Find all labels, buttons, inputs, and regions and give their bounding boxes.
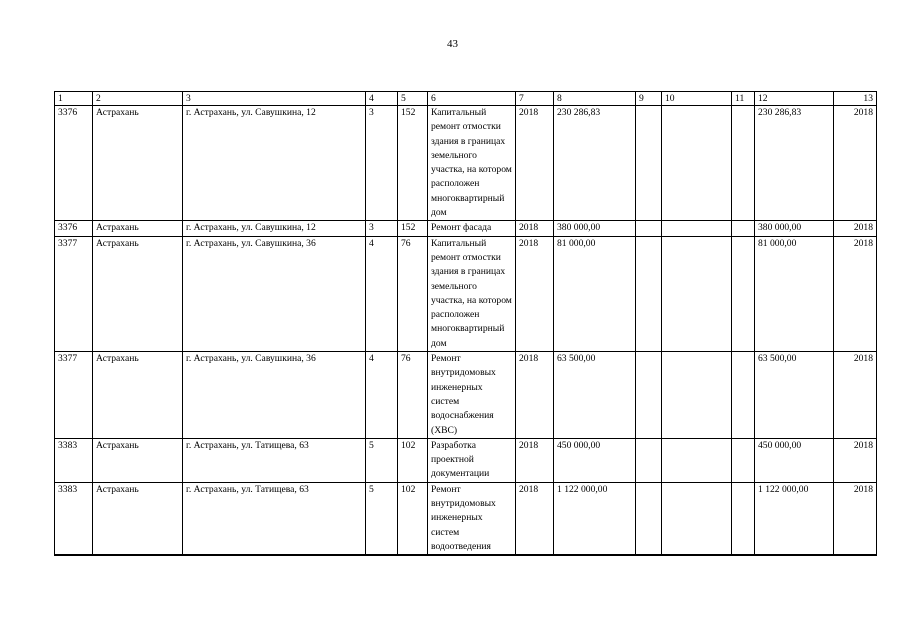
table-cell-col-12: 450 000,00 [755,438,834,482]
table-cell-col-3: г. Астрахань, ул. Савушкина, 36 [183,236,366,351]
table-cell-col-9 [636,352,662,439]
table-cell-col-8: 1 122 000,00 [554,482,636,555]
column-number-cell: 4 [366,92,398,106]
table-cell-col-5: 152 [398,221,428,236]
table-cell-col-1: 3376 [55,106,93,221]
column-number-cell: 3 [183,92,366,106]
column-number-cell: 10 [662,92,732,106]
table-cell-col-9 [636,438,662,482]
column-number-cell: 12 [755,92,834,106]
table-cell-col-13: 2018 [834,106,877,221]
table-cell-col-7: 2018 [516,482,554,555]
table-cell-col-8: 63 500,00 [554,352,636,439]
column-number-cell: 13 [834,92,877,106]
table-cell-col-13: 2018 [834,236,877,351]
table-cell-col-5: 76 [398,236,428,351]
column-number-cell: 2 [93,92,183,106]
table-cell-col-2: Астрахань [93,438,183,482]
table-cell-col-6: Разработка проектной документации [428,438,516,482]
table-cell-col-1: 3377 [55,352,93,439]
column-number-row [55,92,877,106]
table-cell-col-6: Ремонт внутридомовых инженерных систем водоотведения [428,482,516,555]
table-cell-col-8: 230 286,83 [554,106,636,221]
table-cell-col-4: 4 [366,352,398,439]
table-cell-col-1: 3383 [55,438,93,482]
table-cell-col-7: 2018 [516,106,554,221]
table-cell-col-3: г. Астрахань, ул. Татищева, 63 [183,438,366,482]
table-cell-col-12: 1 122 000,00 [755,482,834,555]
table-cell-col-11 [732,438,755,482]
table-cell-col-4: 3 [366,106,398,221]
table-cell-col-10 [662,482,732,555]
table-cell-col-8: 380 000,00 [554,221,636,236]
column-number-cell: 11 [732,92,755,106]
table-cell-col-2: Астрахань [93,106,183,221]
table-row [55,236,877,351]
table-cell-col-5: 152 [398,106,428,221]
table-cell-col-3: г. Астрахань, ул. Савушкина, 12 [183,106,366,221]
table-cell-col-5: 102 [398,438,428,482]
table-row [55,438,877,482]
table-cell-col-12: 81 000,00 [755,236,834,351]
table-cell-col-10 [662,221,732,236]
table-cell-col-12: 230 286,83 [755,106,834,221]
table-cell-col-3: г. Астрахань, ул. Савушкина, 12 [183,221,366,236]
table-cell-col-6: Капитальный ремонт отмостки здания в границах земельного участка, на котором расположен многоквартирный дом [428,236,516,351]
table-cell-col-10 [662,352,732,439]
table-cell-col-2: Астрахань [93,221,183,236]
table-cell-col-2: Астрахань [93,482,183,555]
table-body [55,92,877,556]
table-cell-col-11 [732,352,755,439]
table-cell-col-10 [662,236,732,351]
table-cell-col-4: 4 [366,236,398,351]
table-cell-col-2: Астрахань [93,236,183,351]
table-cell-col-7: 2018 [516,352,554,439]
table-cell-col-3: г. Астрахань, ул. Савушкина, 36 [183,352,366,439]
register-table [54,91,877,556]
page-number: 43 [447,38,458,50]
table-cell-col-4: 5 [366,438,398,482]
table-cell-col-13: 2018 [834,438,877,482]
table-cell-col-7: 2018 [516,221,554,236]
table-cell-col-11 [732,236,755,351]
table-cell-col-13: 2018 [834,352,877,439]
table-cell-col-11 [732,106,755,221]
table-cell-col-12: 380 000,00 [755,221,834,236]
table-cell-col-12: 63 500,00 [755,352,834,439]
table-cell-col-10 [662,106,732,221]
table-cell-col-11 [732,221,755,236]
column-number-cell: 7 [516,92,554,106]
table-cell-col-6: Капитальный ремонт отмостки здания в границах земельного участка, на котором расположен многоквартирный дом [428,106,516,221]
column-number-cell: 8 [554,92,636,106]
table-cell-col-7: 2018 [516,438,554,482]
table-cell-col-1: 3383 [55,482,93,555]
table-row [55,482,877,555]
table-cell-col-8: 81 000,00 [554,236,636,351]
table-cell-col-1: 3376 [55,221,93,236]
table-cell-col-13: 2018 [834,482,877,555]
table-cell-col-6: Ремонт внутридомовых инженерных систем водоснабжения (ХВС) [428,352,516,439]
table-cell-col-3: г. Астрахань, ул. Татищева, 63 [183,482,366,555]
table-cell-col-5: 76 [398,352,428,439]
table-row [55,221,877,236]
table-cell-col-11 [732,482,755,555]
table-cell-col-9 [636,221,662,236]
table-cell-col-9 [636,482,662,555]
table-row [55,106,877,221]
table-cell-col-10 [662,438,732,482]
table-cell-col-2: Астрахань [93,352,183,439]
table-cell-col-9 [636,106,662,221]
table-cell-col-1: 3377 [55,236,93,351]
table-cell-col-6: Ремонт фасада [428,221,516,236]
table-cell-col-13: 2018 [834,221,877,236]
table-cell-col-8: 450 000,00 [554,438,636,482]
column-number-cell: 1 [55,92,93,106]
column-number-cell: 6 [428,92,516,106]
table-cell-col-4: 5 [366,482,398,555]
column-number-cell: 9 [636,92,662,106]
table-cell-col-9 [636,236,662,351]
table-cell-col-7: 2018 [516,236,554,351]
table-cell-col-4: 3 [366,221,398,236]
table-row [55,352,877,439]
table-cell-col-5: 102 [398,482,428,555]
column-number-cell: 5 [398,92,428,106]
